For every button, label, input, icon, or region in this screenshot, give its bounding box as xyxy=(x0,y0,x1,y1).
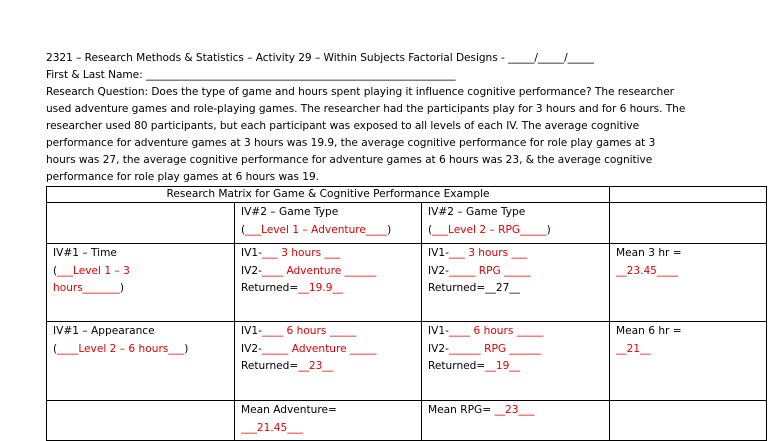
mean-3hr-label: Mean 3 hr = xyxy=(616,247,682,259)
returned-label: Returned= xyxy=(428,360,486,372)
iv1-prefix: IV1- xyxy=(241,325,262,337)
paren-open: ( xyxy=(241,223,246,236)
iv1-row-time xyxy=(47,244,235,322)
iv2-prefix: IV2- xyxy=(428,264,449,277)
research-question-line: hours was 27, the average cognitive performance for adventure games at 6 hours was 23, & the average cognitive xyxy=(46,154,653,166)
iv2-prefix: IV2- xyxy=(428,342,449,355)
grand-mean-blank xyxy=(610,401,767,441)
iv1-value[interactable]: ___ 3 hours ___ xyxy=(448,247,528,259)
iv2-header-rpg xyxy=(422,203,610,244)
returned-label: Returned= xyxy=(241,282,299,294)
mean-6hr-label: Mean 6 hr = xyxy=(616,325,682,337)
iv1-level-6-hours[interactable]: ____Level 2 – 6 hours___ xyxy=(57,342,185,355)
research-matrix xyxy=(46,186,767,441)
iv2-prefix: IV2- xyxy=(241,342,262,355)
iv2-level-rpg[interactable]: ___Level 2 – RPG_____ xyxy=(432,223,547,236)
paren-open: ( xyxy=(428,223,433,236)
paren-close: ) xyxy=(546,223,551,236)
matrix-corner-cell xyxy=(47,203,235,244)
iv1-value[interactable]: ____ 6 hours _____ xyxy=(448,325,544,337)
returned-label: Returned= xyxy=(428,282,486,294)
mean-adventure-cell xyxy=(235,401,422,441)
mean-adventure-value[interactable]: ___21.45___ xyxy=(241,421,304,434)
iv1-prefix: IV1- xyxy=(428,247,449,259)
cell-6hr-rpg xyxy=(422,322,610,401)
research-question-line: researcher used 80 participants, but each participant was exposed to all levels of each IV. The average cognitive xyxy=(46,120,640,132)
matrix-caption-blank xyxy=(610,187,767,203)
returned-value[interactable]: __19.9__ xyxy=(298,282,344,294)
matrix-caption: Research Matrix for Game & Cognitive Performance Example xyxy=(47,187,610,203)
iv1-value[interactable]: ____ 6 hours _____ xyxy=(261,325,357,337)
iv1-label: IV#1 – Time xyxy=(53,247,117,259)
iv1-label: IV#1 – Appearance xyxy=(53,325,155,337)
mean-row-blank xyxy=(47,401,235,441)
mean-adventure-label: Mean Adventure= xyxy=(241,404,337,416)
returned-value[interactable]: __19__ xyxy=(485,360,520,372)
iv1-prefix: IV1- xyxy=(428,325,449,337)
paren-close: ) xyxy=(184,342,189,355)
iv2-header-adventure xyxy=(235,203,422,244)
iv2-prefix: IV2- xyxy=(241,264,262,277)
mean-rpg-value[interactable]: __23___ xyxy=(494,404,535,416)
research-question-line: used adventure games and role-playing games. The researcher had the participants play for 3 hours and for 6 hours. The xyxy=(46,103,686,115)
research-question-line: Research Question: Does the type of game and hours spent playing it influence cognitive performance? The researcher xyxy=(46,86,674,98)
returned-label: Returned= xyxy=(241,360,299,372)
mean-rpg-cell xyxy=(422,401,610,441)
iv2-value[interactable]: ____ Adventure ______ xyxy=(261,264,377,277)
iv2-label: IV#2 – Game Type xyxy=(241,206,339,218)
activity-title: 2321 – Research Methods & Statistics – Activity 29 – Within Subjects Factorial Designs - _____/_____/_____ xyxy=(46,52,594,64)
iv1-row-appearance xyxy=(47,322,235,401)
mean-3hr-cell xyxy=(610,244,767,322)
iv1-level-3-hours[interactable]: ___Level 1 – 3 xyxy=(57,264,130,277)
mean-header-blank xyxy=(610,203,767,244)
mean-3hr-value[interactable]: __23.45____ xyxy=(616,264,679,277)
paren-open: ( xyxy=(53,264,58,277)
cell-6hr-adventure xyxy=(235,322,422,401)
iv1-level-3-hours-cont[interactable]: hours_______ xyxy=(53,282,120,294)
mean-6hr-cell xyxy=(610,322,767,401)
paren-close: ) xyxy=(119,282,125,294)
cell-3hr-rpg xyxy=(422,244,610,322)
paren-close: ) xyxy=(387,223,392,236)
activity-text xyxy=(46,50,776,186)
cell-3hr-adventure xyxy=(235,244,422,322)
iv2-label: IV#2 – Game Type xyxy=(428,206,526,218)
iv2-value[interactable]: _____ Adventure _____ xyxy=(261,342,377,355)
mean-rpg-label: Mean RPG= xyxy=(428,404,492,416)
mean-6hr-value[interactable]: __21__ xyxy=(616,342,651,355)
returned-value[interactable]: __27__ xyxy=(485,282,520,294)
iv2-value[interactable]: _____ RPG _____ xyxy=(448,264,531,277)
iv1-prefix: IV1- xyxy=(241,247,262,259)
returned-value[interactable]: __23__ xyxy=(298,360,333,372)
student-name-line[interactable]: First & Last Name: ___________________________________________________________ xyxy=(46,69,456,81)
research-question-line: performance for adventure games at 3 hours was 19.9, the average cognitive performance for role play games at 3 xyxy=(46,137,656,149)
iv2-value[interactable]: ______ RPG ______ xyxy=(448,342,542,355)
iv2-level-adventure[interactable]: ___Level 1 – Adventure____ xyxy=(245,223,388,236)
paren-open: ( xyxy=(53,342,58,355)
iv1-value[interactable]: ___ 3 hours ___ xyxy=(261,247,341,259)
research-question-line: performance for role play games at 6 hours was 19. xyxy=(46,171,319,183)
